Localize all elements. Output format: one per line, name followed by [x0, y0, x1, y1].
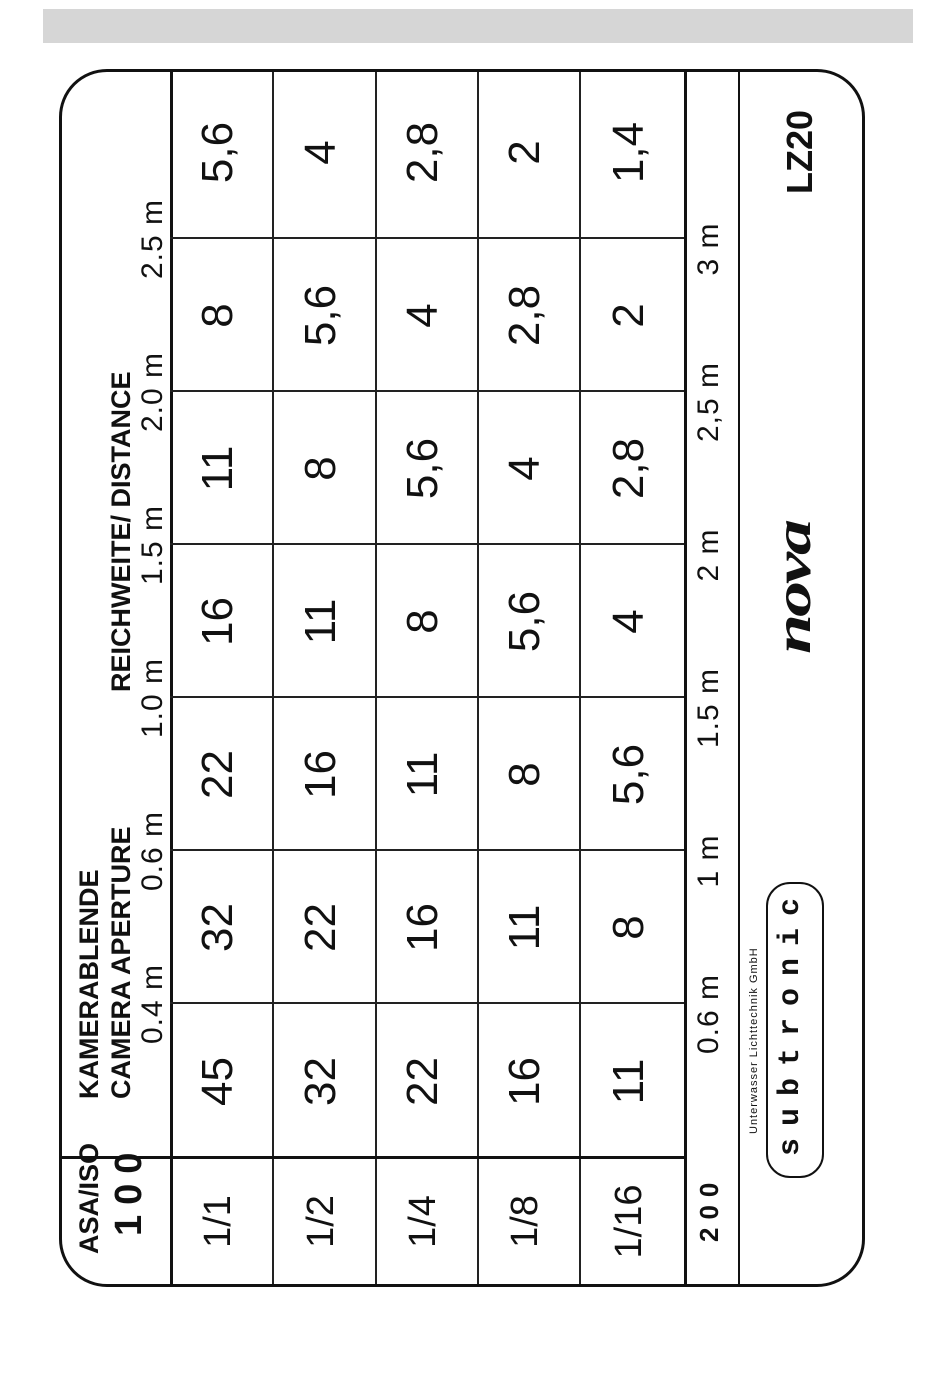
iso-label: ASA/ISO: [74, 1142, 104, 1254]
aperture-value: 16: [193, 597, 242, 646]
aperture-value: 8: [193, 303, 242, 328]
aperture-value: 2,8: [603, 437, 653, 500]
aperture-value: 1,4: [603, 121, 653, 184]
aperture-value: 2: [500, 140, 549, 165]
distance-label-200: 0.6 m: [692, 973, 725, 1055]
aperture-value: 2: [603, 303, 653, 328]
aperture-value: 5,6: [603, 743, 653, 806]
aperture-value: 2,8: [398, 121, 447, 184]
distance-label: REICHWEITE/ DISTANCE: [106, 371, 136, 692]
exposure-table-card: [59, 69, 865, 1287]
grid-hline: [579, 72, 581, 1284]
aperture-value: 22: [193, 750, 242, 799]
distance-label-200: 2 m: [692, 528, 725, 582]
grid-hline: [684, 72, 687, 1284]
grid-vline: [62, 1156, 684, 1159]
aperture-value: 16: [500, 1057, 549, 1106]
aperture-label-en: CAMERA APERTURE: [106, 826, 136, 1099]
aperture-value: 16: [398, 903, 447, 952]
aperture-value: 4: [398, 303, 447, 328]
aperture-value: 5,6: [193, 121, 242, 184]
power-label: 1/16: [607, 1184, 650, 1259]
aperture-value: 32: [193, 903, 242, 952]
distance-label-200: 2,5 m: [692, 361, 725, 443]
grid-hline: [375, 72, 377, 1284]
aperture-value: 8: [603, 915, 653, 940]
aperture-value: 5,6: [398, 437, 447, 500]
grid-hline: [272, 72, 274, 1284]
distance-label-200: 3 m: [692, 222, 725, 276]
distance-label-200: 1 m: [692, 834, 725, 888]
power-label: 1/8: [504, 1195, 546, 1248]
aperture-value: 4: [295, 140, 345, 165]
aperture-value: 11: [295, 598, 345, 645]
distance-label-100: 1.5 m: [136, 504, 169, 586]
distance-label-100: 2.5 m: [136, 198, 169, 280]
grid-hline: [738, 72, 740, 1284]
aperture-value: 22: [295, 903, 345, 952]
aperture-value: 5,6: [295, 284, 345, 347]
aperture-value: 4: [500, 456, 549, 481]
distance-label-200: 1.5 m: [692, 667, 725, 749]
aperture-value: 32: [295, 1057, 345, 1106]
distance-label-100: 0.6 m: [136, 810, 169, 892]
aperture-value: 22: [398, 1057, 447, 1106]
iso-200-value: 200: [694, 1174, 724, 1242]
top-gray-bar: [43, 9, 913, 43]
aperture-value: 11: [500, 904, 549, 951]
grid-hline: [477, 72, 479, 1284]
iso-value: 100: [108, 1142, 150, 1236]
aperture-value: 11: [193, 445, 242, 492]
model-name: LZ20: [779, 109, 820, 194]
aperture-value: 5,6: [500, 590, 549, 653]
company-tagline: Unterwasser Lichttechnik GmbH: [748, 947, 760, 1134]
aperture-value: 8: [500, 762, 549, 787]
aperture-value: 11: [398, 751, 447, 798]
aperture-value: 2,8: [500, 284, 549, 347]
aperture-value: 11: [603, 1058, 653, 1105]
grid-hline: [170, 72, 173, 1284]
distance-label-100: 2.0 m: [136, 351, 169, 433]
aperture-value: 8: [398, 609, 447, 634]
aperture-value: 16: [295, 750, 345, 799]
power-label: 1/1: [197, 1195, 239, 1248]
aperture-value: 8: [295, 456, 345, 481]
aperture-value: 4: [603, 609, 653, 634]
aperture-label-de: KAMERABLENDE: [74, 869, 104, 1099]
nova-logo: nova: [765, 522, 822, 654]
power-label: 1/2: [299, 1195, 342, 1248]
subtronic-logo: subtronic: [774, 885, 808, 1156]
distance-label-100: 0.4 m: [136, 963, 169, 1045]
distance-label-100: 1.0 m: [136, 657, 169, 739]
power-label: 1/4: [402, 1195, 444, 1248]
aperture-value: 45: [193, 1057, 242, 1106]
